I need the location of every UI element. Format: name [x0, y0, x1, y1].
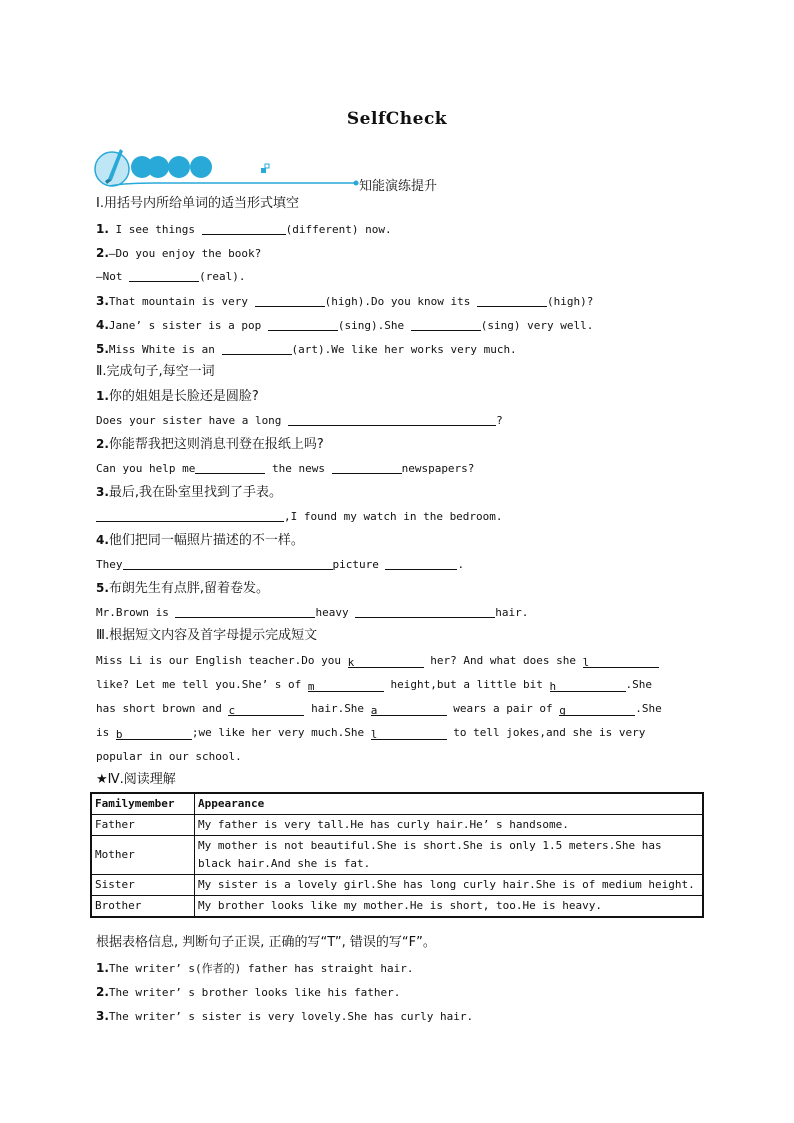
answer-blank[interactable] — [288, 413, 496, 426]
s2-question-3-en — [96, 509, 706, 525]
question-text: the news — [265, 462, 332, 475]
question-text: heavy — [315, 606, 356, 619]
answer-blank[interactable] — [96, 509, 284, 522]
question-number: 4. — [96, 533, 109, 547]
answer-blank[interactable] — [123, 557, 333, 570]
page-title: SelfCheck — [346, 109, 448, 129]
question-number: 2. — [96, 985, 109, 999]
table-header: Appearance — [195, 793, 704, 815]
answer-blank[interactable] — [175, 605, 315, 618]
initial-letter: a — [370, 704, 378, 717]
table-row — [91, 836, 703, 875]
s1-question-5 — [96, 341, 706, 358]
passage-text: her? And what does she — [423, 654, 583, 667]
passage-text: like? Let me tell you.She’ s of — [96, 678, 308, 691]
question-text: That mountain is very — [108, 295, 255, 308]
question-number: 3. — [96, 1009, 109, 1023]
question-number: 5. — [96, 581, 109, 595]
question-text: (sing).She — [337, 319, 411, 332]
s1-question-1 — [96, 221, 706, 238]
answer-blank[interactable] — [583, 655, 659, 668]
s2-question-5-cn — [96, 580, 706, 597]
answer-blank[interactable] — [129, 269, 199, 282]
question-text: (art).We like her works very much. — [291, 343, 517, 356]
passage-text: hair.She — [304, 702, 371, 715]
question-text: 布朗先生有点胖,留着卷发。 — [108, 581, 270, 596]
question-text: The writer’ s sister is very lovely.She has curly hair. — [108, 1010, 474, 1023]
passage-text: .She — [625, 678, 652, 691]
s2-question-4-cn — [96, 532, 706, 549]
s3-passage-line-4 — [96, 725, 706, 741]
passage-text: .She — [635, 702, 662, 715]
s1-question-2-reply — [96, 269, 706, 285]
question-text: 最后,我在卧室里找到了手表。 — [108, 485, 283, 500]
table-header-row — [91, 793, 703, 815]
s3-passage-line-5: popular in our school. — [96, 750, 242, 763]
section-1-title: Ⅰ.用括号内所给单词的适当形式填空 — [96, 196, 299, 211]
question-text: (real). — [199, 270, 246, 283]
question-number: 1. — [96, 389, 109, 403]
section-2-title: Ⅱ.完成句子,每空一词 — [96, 364, 215, 379]
table-cell: My father is very tall.He has curly hair.He’ s handsome. — [195, 815, 704, 836]
answer-blank[interactable] — [202, 222, 286, 235]
question-text: They — [96, 558, 123, 571]
answer-blank[interactable] — [222, 342, 292, 355]
passage-text: wears a pair of — [446, 702, 560, 715]
question-text: (different) now. — [285, 223, 392, 236]
question-number: 1. — [96, 222, 109, 236]
s3-passage-line-3 — [96, 701, 706, 717]
s4-question-1 — [96, 960, 706, 977]
s4-instructions: 根据表格信息, 判断句子正误, 正确的写“T”, 错误的写“F”。 — [96, 935, 436, 950]
question-text: —Do you enjoy the book? — [108, 247, 262, 260]
table-cell: My brother looks like my mother.He is short, too.He is heavy. — [195, 896, 704, 918]
s2-question-4-en — [96, 557, 706, 573]
s3-passage-line-1 — [96, 653, 706, 669]
question-text: The writer’ s brother looks like his father. — [108, 986, 401, 999]
question-number: 3. — [96, 485, 109, 499]
question-text: picture — [332, 558, 386, 571]
passage-text: is — [96, 726, 116, 739]
s3-passage-line-2 — [96, 677, 706, 693]
passage-text: height,but a little bit — [383, 678, 550, 691]
initial-letter: l — [582, 656, 590, 669]
question-text: newspapers? — [401, 462, 475, 475]
initial-letter: g — [559, 704, 566, 717]
question-text: . — [457, 558, 465, 571]
s2-question-2-cn — [96, 436, 706, 453]
initial-letter: b — [115, 728, 123, 741]
s4-question-2 — [96, 984, 706, 1001]
answer-blank[interactable] — [371, 703, 447, 716]
question-text: 他们把同一幅照片描述的不一样。 — [108, 533, 304, 548]
question-text: (high).Do you know its — [324, 295, 477, 308]
table-cell: Mother — [91, 836, 195, 875]
answer-blank[interactable] — [550, 679, 626, 692]
initial-letter: k — [347, 656, 355, 669]
question-text: ,I found my watch in the bedroom. — [284, 510, 503, 523]
question-text: Does your sister have a long — [96, 414, 289, 427]
question-text: 你能帮我把这则消息刊登在报纸上吗? — [108, 437, 324, 452]
table-cell: Father — [91, 815, 195, 836]
question-number: 2. — [96, 437, 109, 451]
s2-question-3-cn — [96, 484, 706, 501]
question-number: 2. — [96, 246, 109, 260]
question-text: I see things — [108, 223, 202, 236]
answer-blank[interactable] — [268, 318, 338, 331]
table-row — [91, 815, 703, 836]
s1-question-2 — [96, 245, 706, 262]
family-table — [90, 792, 704, 918]
initial-letter: c — [228, 704, 236, 717]
section-3-title: Ⅲ.根据短文内容及首字母提示完成短文 — [96, 628, 318, 643]
section-4-title: ★Ⅳ.阅读理解 — [96, 772, 176, 787]
answer-blank[interactable] — [228, 703, 304, 716]
answer-blank[interactable] — [355, 605, 495, 618]
table-row — [91, 896, 703, 918]
question-number: 4. — [96, 318, 109, 332]
answer-blank[interactable] — [195, 461, 265, 474]
question-text: hair. — [495, 606, 529, 619]
s2-question-1-cn — [96, 388, 706, 405]
passage-text: ;we like her very much.She — [191, 726, 371, 739]
table-cell: My sister is a lovely girl.She has long curly hair.She is of medium height. — [195, 875, 704, 896]
s4-question-3 — [96, 1008, 706, 1025]
question-text: Can you help me — [96, 462, 196, 475]
question-number: 3. — [96, 294, 109, 308]
table-cell: My mother is not beautiful.She is short.She is only 1.5 meters.She has black hair.And she is fat. — [195, 836, 704, 875]
question-text: Miss White is an — [108, 343, 222, 356]
answer-blank[interactable] — [116, 727, 192, 740]
initial-letter: h — [549, 680, 557, 693]
answer-blank[interactable] — [332, 461, 402, 474]
s1-question-4 — [96, 317, 706, 334]
passage-text: to tell jokes,and she is very — [446, 726, 646, 739]
passage-text: Miss Li is our English teacher.Do you — [96, 654, 348, 667]
s2-question-2-en — [96, 461, 706, 477]
answer-blank[interactable] — [411, 318, 481, 331]
question-text: (high)? — [546, 295, 594, 308]
answer-blank[interactable] — [477, 294, 547, 307]
s2-question-1-en — [96, 413, 706, 429]
passage-text: has short brown and — [96, 702, 229, 715]
question-text: (sing) very well. — [480, 319, 594, 332]
banner-label: 知能演练提升 — [359, 179, 438, 194]
s2-question-5-en — [96, 605, 706, 621]
answer-blank[interactable] — [385, 557, 457, 570]
answer-blank[interactable] — [255, 294, 325, 307]
question-text: The writer’ s(作者的) father has straight hair. — [108, 962, 414, 975]
answer-blank[interactable] — [348, 655, 424, 668]
question-number: 1. — [96, 961, 109, 975]
table-header: Familymember — [91, 793, 195, 815]
question-text: ? — [496, 414, 503, 427]
answer-blank[interactable] — [308, 679, 384, 692]
table-cell: Brother — [91, 896, 195, 918]
question-text: Mr.Brown is — [96, 606, 176, 619]
answer-blank[interactable] — [559, 703, 635, 716]
question-number: 5. — [96, 342, 109, 356]
initial-letter: m — [307, 680, 315, 693]
question-text: —Not — [96, 270, 130, 283]
table-row — [91, 875, 703, 896]
table-cell: Sister — [91, 875, 195, 896]
question-text: Jane’ s sister is a pop — [108, 319, 268, 332]
initial-letter: l — [370, 728, 378, 741]
s1-question-3 — [96, 293, 706, 310]
question-text: 你的姐姐是长脸还是圆脸? — [108, 389, 259, 404]
answer-blank[interactable] — [371, 727, 447, 740]
